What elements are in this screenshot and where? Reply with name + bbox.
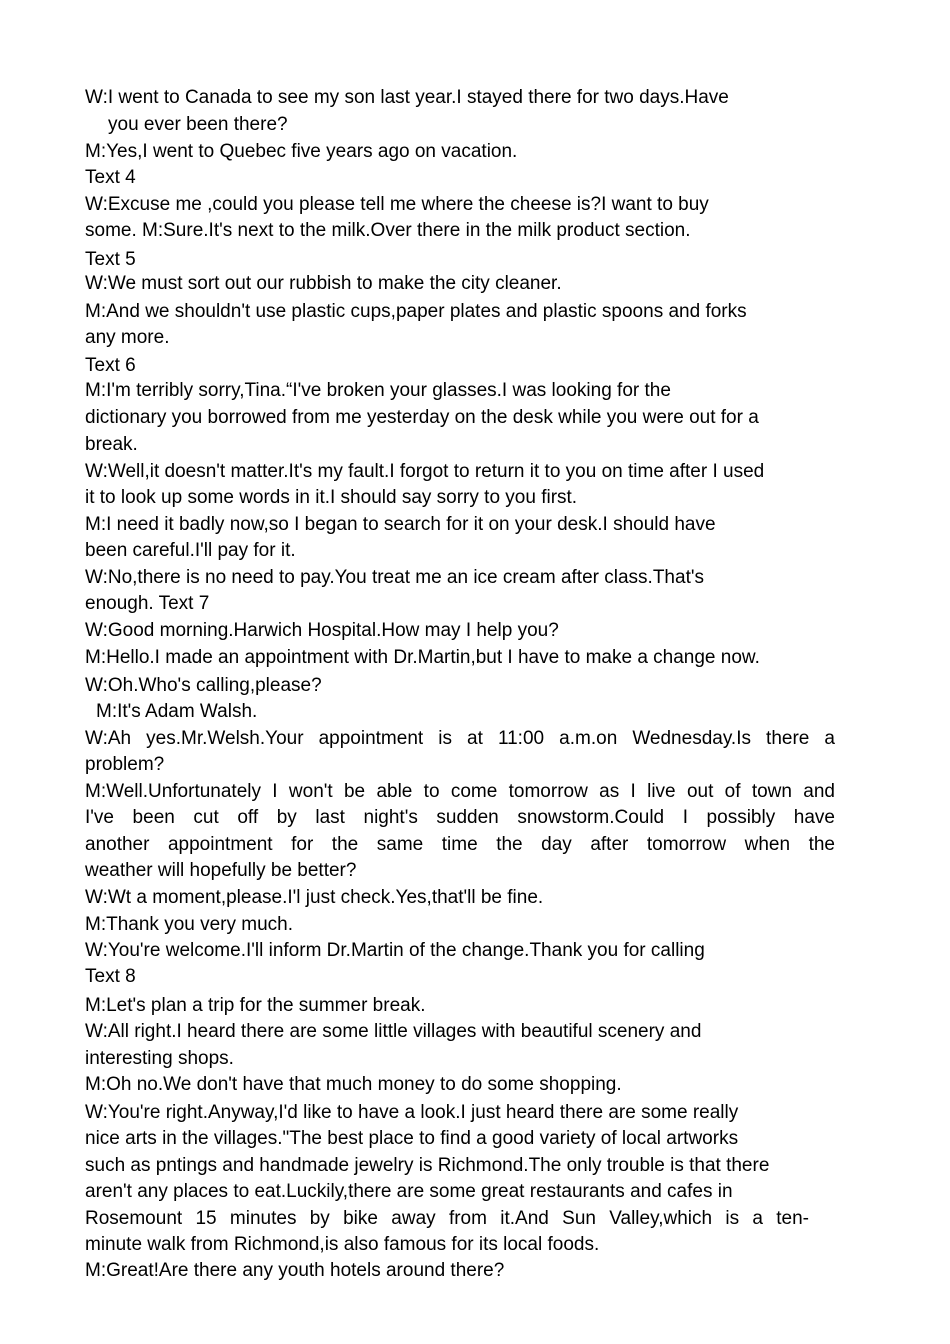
text-line: another appointment for the same time the day after tomorrow when the	[85, 834, 835, 855]
text-line: M:I'm terribly sorry,Tina.“I've broken your glasses.I was looking for the	[85, 380, 671, 401]
text-line: W:You're right.Anyway,I'd like to have a look.I just heard there are some really	[85, 1102, 739, 1123]
text-line: M:Oh no.We don't have that much money to do some shopping.	[85, 1074, 622, 1095]
text-line: W:Wt a moment,please.I'l just check.Yes,that'll be fine.	[85, 887, 544, 908]
section-heading: Text 4	[85, 167, 136, 188]
text-line: it to look up some words in it.I should say sorry to you first.	[85, 487, 578, 508]
text-line: M:I need it badly now,so I began to search for it on your desk.I should have	[85, 514, 716, 535]
text-line: dictionary you borrowed from me yesterday on the desk while you were out for a	[85, 407, 759, 428]
section-heading: Text 6	[85, 355, 136, 376]
text-line: such as pntings and handmade jewelry is Richmond.The only trouble is that there	[85, 1155, 770, 1176]
text-line: W:Excuse me ,could you please tell me where the cheese is?I want to buy	[85, 194, 709, 215]
text-line: W:Ah yes.Mr.Welsh.Your appointment is at 11:00 a.m.on Wednesday.Is there a	[85, 728, 835, 749]
text-line: M:Thank you very much.	[85, 914, 294, 935]
section-heading: Text 5	[85, 249, 136, 270]
text-line: M:And we shouldn't use plastic cups,paper plates and plastic spoons and forks	[85, 301, 747, 322]
text-line: aren't any places to eat.Luckily,there are some great restaurants and cafes in	[85, 1181, 733, 1202]
text-line: W:Well,it doesn't matter.It's my fault.I forgot to return it to you on time after I used	[85, 461, 765, 482]
text-line: W:We must sort out our rubbish to make the city cleaner.	[85, 273, 562, 294]
text-line: W:No,there is no need to pay.You treat me an ice cream after class.That's	[85, 567, 704, 588]
text-line: W:All right.I heard there are some little villages with beautiful scenery and	[85, 1021, 702, 1042]
text-line: W:Good morning.Harwich Hospital.How may I help you?	[85, 620, 559, 641]
text-line: M:Well.Unfortunately I won't be able to come tomorrow as I live out of town and	[85, 781, 835, 802]
text-line: Rosemount 15 minutes by bike away from it.And Sun Valley,which is a ten-	[85, 1208, 809, 1229]
text-line: some. M:Sure.It's next to the milk.Over there in the milk product section.	[85, 220, 691, 241]
text-line: W:I went to Canada to see my son last year.I stayed there for two days.Have	[85, 87, 729, 108]
text-line: M:Great!Are there any youth hotels around there?	[85, 1260, 505, 1281]
text-line: M:Yes,I went to Quebec five years ago on vacation.	[85, 141, 518, 162]
text-line: weather will hopefully be better?	[85, 860, 357, 881]
text-line: M:Let's plan a trip for the summer break.	[85, 995, 426, 1016]
text-line: nice arts in the villages."The best place to find a good variety of local artworks	[85, 1128, 739, 1149]
text-line: I've been cut off by last night's sudden snowstorm.Could I possibly have	[85, 807, 835, 828]
text-line: any more.	[85, 327, 170, 348]
text-line: break.	[85, 434, 138, 455]
text-line: enough. Text 7	[85, 593, 210, 614]
text-line: been careful.I'll pay for it.	[85, 540, 296, 561]
text-line: minute walk from Richmond,is also famous for its local foods.	[85, 1234, 600, 1255]
text-line: problem?	[85, 754, 165, 775]
text-line: interesting shops.	[85, 1048, 234, 1069]
text-line: you ever been there?	[108, 114, 288, 135]
section-heading: Text 8	[85, 966, 136, 987]
text-line: W:Oh.Who's calling,please?	[85, 675, 322, 696]
text-line: M:Hello.I made an appointment with Dr.Martin,but I have to make a change now.	[85, 647, 760, 668]
text-line: W:You're welcome.I'll inform Dr.Martin of the change.Thank you for calling	[85, 940, 705, 961]
text-line: M:It's Adam Walsh.	[96, 701, 258, 722]
